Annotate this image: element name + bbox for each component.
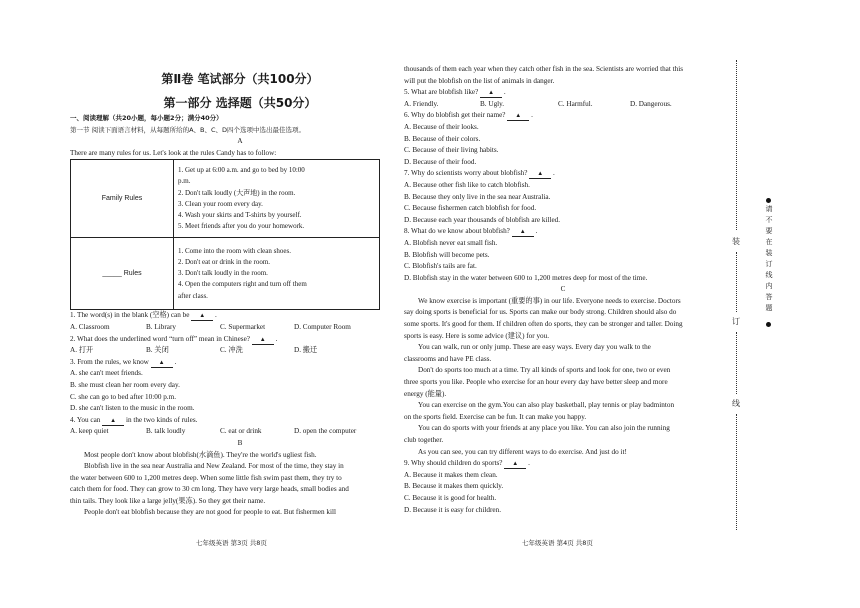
- paragraph-line: As you can see, you can try different ways to do exercise. And just do it!: [418, 447, 627, 456]
- paragraph-line: People don't eat blobfish because they are not good for people to eat. But fishermen kill: [84, 508, 336, 517]
- reading-instruction: 第一节 阅读下面语言材料，从每题所给的A、B、C、D四个选项中选出最佳选项。: [70, 125, 306, 134]
- right-page: [404, 64, 722, 516]
- paragraph-line: will put the blobfish on the list of animals in danger.: [404, 76, 555, 85]
- option[interactable]: D. Because each year thousands of blobfish are killed.: [404, 215, 561, 224]
- dotted-line: [736, 332, 739, 394]
- option[interactable]: B. Library: [146, 322, 176, 331]
- paper-part-title: 第Ⅱ卷 笔试部分（共100分）: [161, 72, 319, 86]
- option[interactable]: C. Because it is good for health.: [404, 493, 497, 502]
- option[interactable]: B. talk loudly: [146, 427, 186, 436]
- rules-table: [70, 159, 380, 310]
- blank-rules-name: _____ Rules: [71, 238, 174, 310]
- dotted-line: [736, 252, 739, 312]
- paragraph-line: classrooms and have PE class.: [404, 354, 492, 363]
- option[interactable]: C. Because of their living habits.: [404, 146, 499, 155]
- section-title: 第一部分 选择题（共50分）: [163, 96, 317, 110]
- option[interactable]: A. 打开: [70, 346, 94, 355]
- option[interactable]: A. Classroom: [70, 322, 110, 331]
- binding-notice: [762, 196, 774, 329]
- option[interactable]: B. Because it makes them quickly.: [404, 482, 504, 491]
- dotted-line: [736, 60, 739, 230]
- answer-blank[interactable]: ▲: [151, 359, 173, 368]
- question-6: 6. Why do blobfish get their name? ▲ .: [404, 111, 533, 120]
- question-8: 8. What do we know about blobfish? ▲ .: [404, 227, 538, 236]
- option[interactable]: B. Because they only live in the sea near Australia.: [404, 192, 551, 201]
- paragraph-line: You can exercise on the gym.You can also play basketball, play tennis or play badminton: [418, 401, 675, 410]
- answer-blank[interactable]: ▲: [529, 170, 551, 179]
- rule-item: 1. Come into the room with clean shoes.: [178, 246, 291, 255]
- option[interactable]: D. she can't listen to the music in the room.: [70, 404, 195, 413]
- dotted-line: [736, 414, 739, 530]
- option[interactable]: C. Because fishermen catch blobfish for food.: [404, 204, 537, 213]
- option[interactable]: D. Because it is easy for children.: [404, 505, 501, 514]
- rule-item: after class.: [178, 291, 208, 300]
- passage-a-intro: There are many rules for us. Let's look at the rules Candy has to follow:: [70, 148, 277, 157]
- answer-blank[interactable]: ▲: [252, 336, 274, 345]
- binding-line: [732, 60, 744, 530]
- option[interactable]: D. Computer Room: [294, 322, 351, 331]
- option[interactable]: B. she must clean her room every day.: [70, 380, 180, 389]
- page-footer: 七年级英语 第4页 共8页: [522, 539, 593, 547]
- blank-rules-list: [174, 238, 380, 310]
- paragraph-line: the water between 600 to 1,200 metres deep. When some little fish swim past them, they try to: [70, 473, 342, 482]
- notice-text: 请不要在装订线内答题: [765, 205, 773, 315]
- rule-item: p.m.: [178, 177, 191, 186]
- paragraph-line: some sports. It's good for them. If children often do sports, they can be stronger and taller. Doing: [404, 320, 683, 329]
- paragraph-line: Most people don't know about blobfish(水滴鱼). They're the world's ugliest fish.: [84, 450, 317, 459]
- option[interactable]: A. Friendly.: [404, 99, 439, 108]
- option[interactable]: B. 关闭: [146, 346, 169, 355]
- option[interactable]: A. Because it makes them clean.: [404, 470, 498, 479]
- option[interactable]: A. Because other fish like to catch blobfish.: [404, 180, 530, 189]
- question-3: 3. From the rules, we know ▲ .: [70, 357, 177, 366]
- answer-blank[interactable]: ▲: [480, 89, 502, 98]
- paragraph-line: thousands of them each year when they catch other fish in the sea. Scientists are worried that this: [404, 65, 684, 73]
- option[interactable]: D. open the computer: [294, 427, 357, 436]
- rule-item: 4. Open the computers right and turn off them: [178, 280, 307, 289]
- left-page: [70, 113, 410, 519]
- option[interactable]: B. Blobfish will become pets.: [404, 250, 490, 259]
- binding-char: 装: [732, 237, 740, 246]
- paragraph-line: on the sports field. Exercise can be fun. It can make you happy.: [404, 412, 587, 421]
- question-1: 1. The word(s) in the blank (空格) can be ▲ .: [70, 311, 217, 320]
- option[interactable]: A. Blobfish never eat small fish.: [404, 238, 498, 247]
- question-2: 2. What does the underlined word “turn off” mean in Chinese? ▲ .: [70, 334, 278, 343]
- option[interactable]: C. she can go to bed after 10:00 p.m.: [70, 392, 176, 401]
- answer-blank[interactable]: ▲: [191, 312, 213, 321]
- option[interactable]: B. Ugly.: [480, 99, 505, 108]
- paragraph-line: say doing sports is beneficial for us. Sports can make our body strong. Children should also do: [404, 308, 677, 317]
- question-9: 9. Why should children do sports? ▲ .: [404, 459, 530, 468]
- option[interactable]: A. she can't meet friends.: [70, 369, 143, 378]
- rule-item: 4. Wash your skirts and T-shirts by yourself.: [178, 211, 302, 220]
- paragraph-line: club together.: [404, 436, 444, 444]
- rule-item: 2. Don't talk loudly (大声地) in the room.: [178, 188, 296, 197]
- paragraph-line: Blobfish live in the sea near Australia and New Zealand. For most of the time, they stay in: [84, 462, 344, 471]
- paragraph-line: three sports you like. People who exercise for an hour every day have better sleep and more: [404, 378, 668, 387]
- family-rules-list: [174, 160, 380, 238]
- answer-blank[interactable]: ▲: [512, 228, 534, 237]
- family-rules-name: Family Rules: [71, 160, 174, 238]
- question-7: 7. Why do scientists worry about blobfish? ▲ .: [404, 169, 555, 178]
- answer-blank[interactable]: ▲: [507, 112, 529, 121]
- option[interactable]: C. Supermarket: [220, 322, 266, 331]
- bullet-icon: [766, 198, 771, 203]
- option[interactable]: C. Harmful.: [558, 99, 593, 108]
- question-5: 5. What are blobfish like? ▲ .: [404, 88, 506, 97]
- paragraph-line: thin tails. They look like a large jelly(果冻). So they get their name.: [70, 496, 266, 505]
- page-footer: 七年级英语 第3页 共8页: [196, 539, 267, 547]
- option[interactable]: C. 冲洗: [220, 346, 243, 355]
- option[interactable]: A. keep quiet: [70, 427, 109, 436]
- paragraph-line: Don't do sports too much at a time. Try all kinds of sports and look for one, two or even: [418, 366, 671, 375]
- option[interactable]: D. 搬迁: [294, 346, 318, 355]
- option[interactable]: B. Because of their colors.: [404, 134, 481, 143]
- question-1-options: [70, 322, 410, 334]
- passage-a-label: A: [237, 137, 243, 146]
- rule-item: 5. Meet friends after you do your homework.: [178, 222, 305, 231]
- bullet-icon: [766, 322, 771, 327]
- paragraph-line: energy (能量).: [404, 389, 447, 398]
- option[interactable]: D. Because of their food.: [404, 157, 477, 166]
- paragraph-line: You can do sports with your friends at any place you like. You can also join the running: [418, 424, 670, 433]
- passage-c-label: C: [560, 285, 566, 294]
- question-4-options: [70, 426, 410, 438]
- question-5-options: [404, 99, 722, 111]
- rule-item: 1. Get up at 6:00 a.m. and go to bed by 10:00: [178, 166, 305, 175]
- option[interactable]: D. Dangerous.: [630, 99, 672, 108]
- reading-heading: 一、阅读理解（共20小题，每小题2分；满分40分）: [70, 114, 223, 122]
- option[interactable]: C. Blobfish's tails are fat.: [404, 262, 477, 271]
- question-2-options: [70, 345, 410, 357]
- binding-char: 线: [732, 399, 740, 408]
- option[interactable]: D. Blobfish stay in the water between 600 to 1,200 metres deep for most of the time.: [404, 273, 648, 282]
- answer-blank[interactable]: ▲: [504, 460, 526, 469]
- paragraph-line: catch them for food. They can grow to 30 cm long. They have very large heads, small bodies and: [70, 485, 349, 494]
- passage-b-label: B: [237, 438, 243, 447]
- answer-blank[interactable]: ▲: [102, 417, 124, 426]
- question-4: 4. You can ▲ in the two kinds of rules.: [70, 415, 198, 424]
- rule-item: 3. Don't talk loudly in the room.: [178, 269, 268, 278]
- paragraph-line: We know exercise is important (重要的事) in our life. Everyone needs to exercise. Doctors: [418, 296, 681, 305]
- binding-char: 订: [732, 317, 740, 326]
- rule-item: 3. Clean your room every day.: [178, 199, 263, 208]
- paragraph-line: sports is easy. Here is some advice (建议) for you.: [404, 331, 550, 340]
- rule-item: 2. Don't eat or drink in the room.: [178, 258, 271, 267]
- paragraph-line: You can walk, run or only jump. These are easy ways. Every day you walk to the: [418, 343, 651, 352]
- option[interactable]: A. Because of their looks.: [404, 122, 479, 131]
- option[interactable]: C. eat or drink: [220, 427, 262, 436]
